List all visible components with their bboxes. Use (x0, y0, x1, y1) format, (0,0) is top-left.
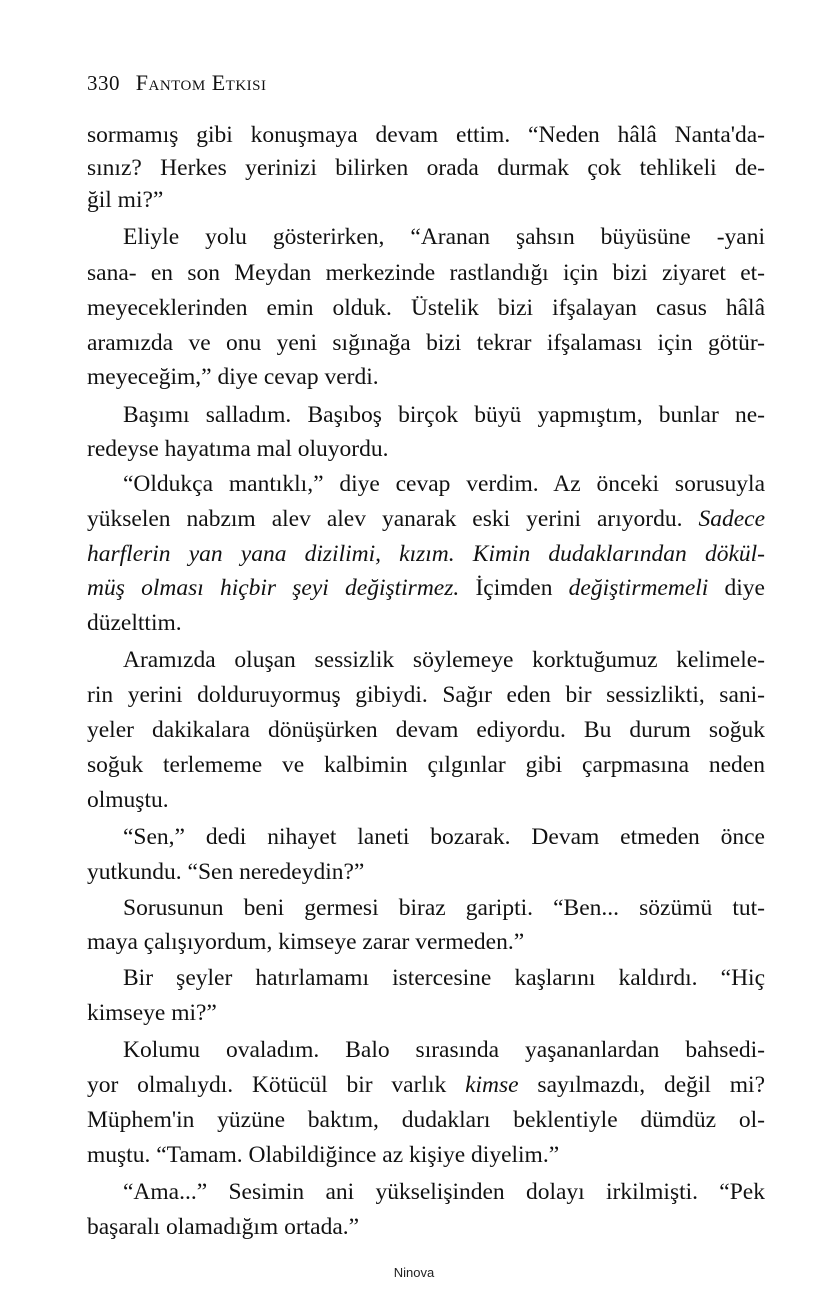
text-line: sormamış gibi konuşmaya devam ettim. “Neden hâlâ Nanta'da- (87, 122, 765, 148)
text-line: “Ama...” Sesimin ani yükselişinden dolayı irkilmişti. “Pek (123, 1179, 765, 1205)
text-line: “Oldukça mantıklı,” diye cevap verdim. Az önceki sorusuyla (123, 471, 765, 497)
text-line: maya çalışıyordum, kimseye zarar vermeden.” (87, 929, 525, 955)
text-line: yeler dakikalara dönüşürken devam ediyordu. Bu durum soğuk (87, 717, 765, 743)
text-line: düzelttim. (87, 610, 182, 636)
text-line: kimseye mi?” (87, 1000, 217, 1026)
text-line: aramızda ve onu yeni sığınağa bizi tekrar ifşalaması için götür- (87, 330, 765, 356)
text-line: Müphem'in yüzüne baktım, dudakları beklentiyle dümdüz ol- (87, 1107, 765, 1133)
text-line: meyeceğim,” diye cevap verdi. (87, 364, 379, 390)
text-line: Sorusunun beni germesi biraz garipti. “Ben... sözümü tut- (123, 895, 765, 921)
text-line: olmuştu. (87, 787, 169, 813)
text-line: yükselen nabzım alev alev yanarak eski yerini arıyordu. Sadece (87, 506, 765, 532)
text-line: ğil mi?” (87, 187, 164, 213)
text-line: “Sen,” dedi nihayet laneti bozarak. Devam etmeden önce (123, 824, 765, 850)
text-line: soğuk terlememe ve kalbimin çılgınlar gibi çarpmasına neden (87, 752, 765, 778)
text-line: Aramızda oluşan sessizlik söylemeye korktuğumuz kelimele- (123, 647, 765, 673)
text-line: sınız? Herkes yerinizi bilirken orada durmak çok tehlikeli de- (87, 155, 765, 181)
text-line: redeyse hayatıma mal oluyordu. (87, 436, 389, 462)
text-line: başaralı olamadığım ortada.” (87, 1214, 360, 1240)
text-line: Başımı salladım. Başıboş birçok büyü yapmıştım, bunlar ne- (123, 402, 765, 428)
page-number: 330 (87, 71, 120, 95)
text-line: müş olması hiçbir şeyi değiştirmez. İçimden değiştirmemeli diye (87, 575, 765, 601)
text-line: yor olmalıydı. Kötücül bir varlık kimse sayılmazdı, değil mi? (87, 1072, 766, 1098)
text-line: sana- en son Meydan merkezinde rastlandığı için bizi ziyaret et- (87, 260, 765, 286)
running-header (87, 70, 266, 96)
text-line: harflerin yan yana dizilimi, kızım. Kimin dudaklarından dökül- (87, 541, 765, 567)
text-line: Eliyle yolu gösterirken, “Aranan şahsın büyüsüne -yani (123, 224, 765, 250)
text-line: Bir şeyler hatırlamamı istercesine kaşlarını kaldırdı. “Hiç (123, 965, 765, 991)
text-line: meyeceklerinden emin olduk. Üstelik bizi ifşalayan casus hâlâ (87, 295, 765, 321)
text-line: muştu. “Tamam. Olabildiğince az kişiye diyelim.” (87, 1142, 560, 1168)
text-line: rin yerini dolduruyormuş gibiydi. Sağır eden bir sessizlikti, sani- (87, 682, 765, 708)
publisher-footer: Ninova (393, 1265, 435, 1280)
text-line: Kolumu ovaladım. Balo sırasında yaşananlardan bahsedi- (123, 1037, 765, 1063)
book-title: Fantom Etkisi (135, 70, 267, 95)
text-line: yutkundu. “Sen neredeydin?” (87, 859, 365, 885)
